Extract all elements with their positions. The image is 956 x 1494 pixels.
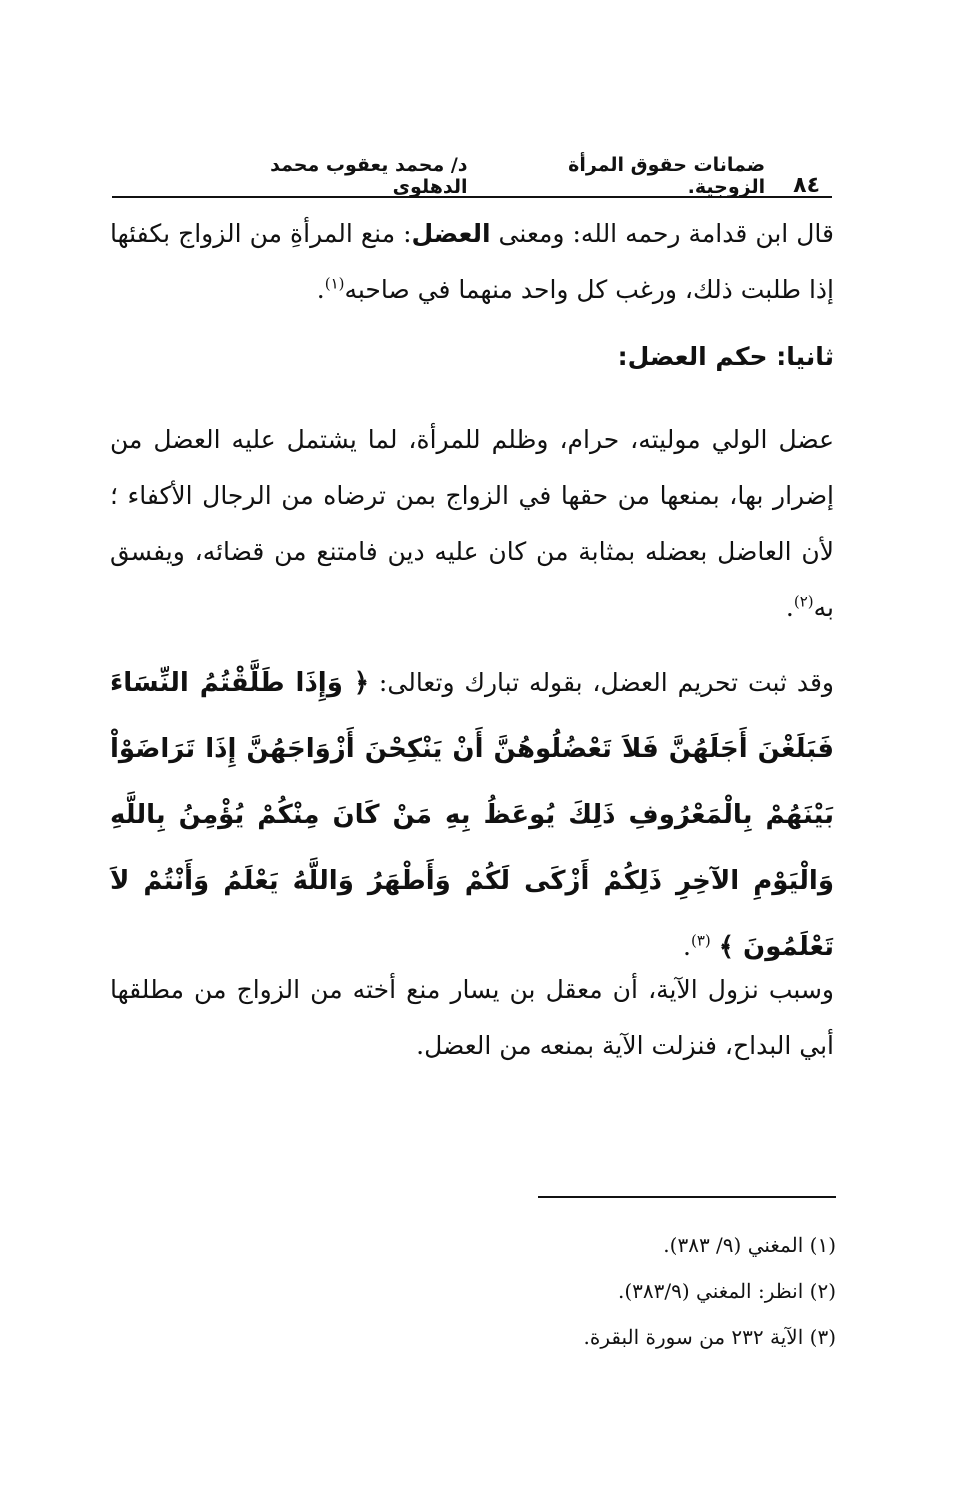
defined-term: العضل xyxy=(411,219,491,248)
paragraph-verse xyxy=(110,650,834,980)
quran-verse: ﴿ وَإِذَا طَلَّقْتُمُ النِّسَاءَ فَبَلَغْنَ أَجَلَهُنَّ فَلاَ تَعْضُلُوهُنَّ أَنْ يَنْكِحْنَ أَزْوَاجَهُنَّ إِذَا تَرَاضَوْاْ بَيْنَهُمْ بِالْمَعْرُوفِ ذَلِكَ يُوعَظُ بِهِ مَنْ كَانَ مِنْكُمْ يُؤْمِنُ بِاللَّهِ وَالْيَوْمِ الآخِرِ ذَلِكُمْ أَزْكَى لَكُمْ وَأَطْهَرُ وَاللَّهُ يَعْلَمُ وَأَنْتُمْ لاَ تَعْلَمُونَ ﴾ xyxy=(110,668,834,962)
punctuation: . xyxy=(683,932,691,961)
paragraph-text: : منع المرأةِ من الزواج بكفئها إذا طلبت ذلك، ورغب كل واحد منهما في صاحبه xyxy=(110,219,834,304)
punctuation: . xyxy=(785,593,794,622)
header-rule xyxy=(112,196,832,198)
header-author: د/ محمد يعقوب محمد الدهلوي xyxy=(270,154,468,198)
punctuation: . xyxy=(316,275,325,304)
section-heading: ثانيا: حكم العضل: xyxy=(617,342,834,371)
paragraph-text: عضل الولي موليته، حرام، وظلم للمرأة، لما يشتمل عليه العضل من إضرار بها، بمنعها من حقها في الزواج بمن ترضاه من الرجال الأكفاء ؛ لأن العاضل بعضله بمثابة من كان عليه دين فامتنع من قضائه، ويفسق به xyxy=(110,425,834,622)
paragraph-text: وقد ثبت تحريم العضل، بقوله تبارك وتعالى: xyxy=(369,668,834,697)
running-header xyxy=(200,154,820,198)
footnote-rule xyxy=(538,1196,836,1198)
paragraph-definition xyxy=(110,206,834,318)
footnotes xyxy=(300,1222,836,1360)
footnote-3: (٣) الآية ٢٣٢ من سورة البقرة. xyxy=(583,1325,836,1349)
paragraph-text: قال ابن قدامة رحمه الله: ومعنى xyxy=(490,219,834,248)
footnote-2: (٢) انظر: المغني (٣٨٣/٩). xyxy=(618,1279,836,1303)
footnote-1: (١) المغني (٩/ ٣٨٣). xyxy=(663,1233,836,1257)
header-title: ضمانات حقوق المرأة الزوجية. xyxy=(568,154,766,198)
footnote-ref[interactable]: (٣) xyxy=(691,931,711,950)
paragraph-text: وسبب نزول الآية، أن معقل بن يسار منع أخته من الزواج من مطلقها أبي البداح، فنزلت الآية بمنعه من العضل. xyxy=(110,975,834,1060)
footnote-ref[interactable]: (٢) xyxy=(793,592,814,611)
footnote-ref[interactable]: (١) xyxy=(324,274,345,293)
paragraph-ruling xyxy=(110,412,834,636)
page-number: ٨٤ xyxy=(793,173,820,198)
paragraph-revelation-cause xyxy=(110,962,834,1074)
